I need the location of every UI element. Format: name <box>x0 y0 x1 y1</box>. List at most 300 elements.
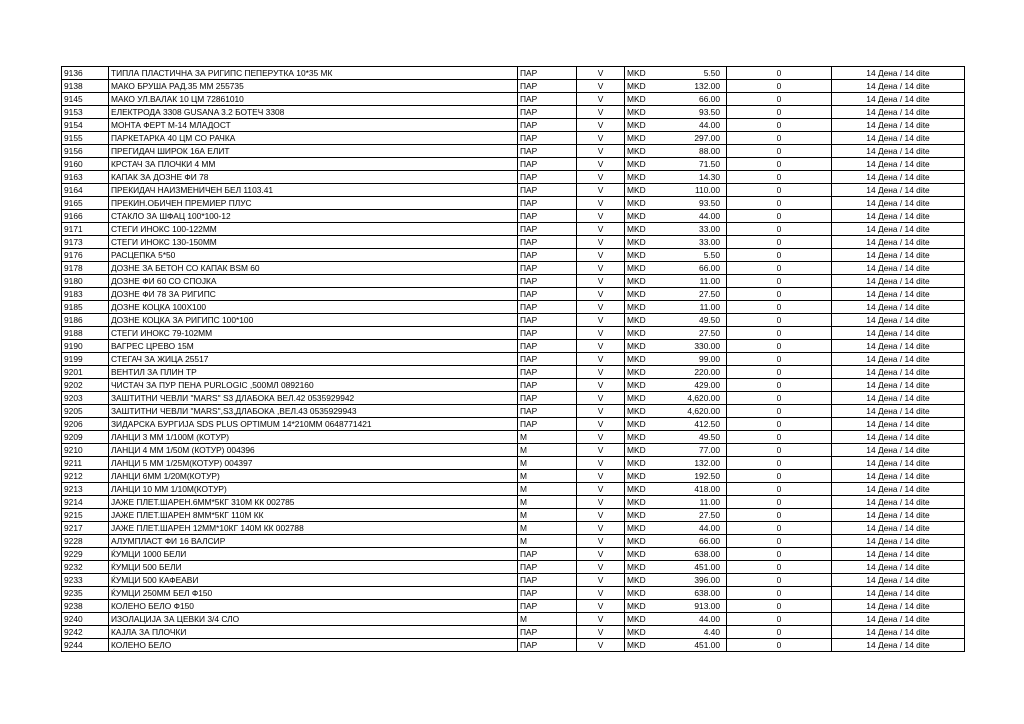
vat-flag-cell: V <box>577 80 625 93</box>
table-row <box>62 184 965 197</box>
vat-flag-cell: V <box>577 184 625 197</box>
delivery-term-cell: 14 Дена / 14 dite <box>832 561 965 574</box>
item-name-cell: ИЗОЛАЦИЈА ЗА ЦЕВКИ 3/4 СЛО <box>109 613 518 626</box>
item-code-cell: 9185 <box>62 301 109 314</box>
delivery-term-cell: 14 Дена / 14 dite <box>832 496 965 509</box>
price-value: 396.00 <box>694 575 720 585</box>
unit-cell: ПАР <box>518 249 577 262</box>
vat-flag-cell: V <box>577 223 625 236</box>
item-name-cell: ЛАНЦИ 5 ММ 1/25М(КОТУР) 004397 <box>109 457 518 470</box>
vat-flag-cell: V <box>577 431 625 444</box>
table-row <box>62 418 965 431</box>
unit-cell: М <box>518 444 577 457</box>
currency-label: MKD <box>627 211 646 221</box>
unit-cell: ПАР <box>518 366 577 379</box>
currency-label: MKD <box>627 471 646 481</box>
unit-cell: М <box>518 535 577 548</box>
table-row <box>62 288 965 301</box>
unit-cell: ПАР <box>518 353 577 366</box>
vat-flag-cell: V <box>577 613 625 626</box>
currency-label: MKD <box>627 302 646 312</box>
item-name-cell: ЌУМЦИ 1000 БЕЛИ <box>109 548 518 561</box>
delivery-term-cell: 14 Дена / 14 dite <box>832 483 965 496</box>
currency-price-cell <box>625 587 727 600</box>
currency-label: MKD <box>627 328 646 338</box>
table-row <box>62 639 965 652</box>
currency-price-cell <box>625 366 727 379</box>
currency-label: MKD <box>627 81 646 91</box>
item-name-cell: ЗАШТИТНИ ЧЕВЛИ "MARS" S3 ДЛАБОКА ВЕЛ.42 0535929942 <box>109 392 518 405</box>
item-name-cell: РАСЦЕПКА 5*50 <box>109 249 518 262</box>
table-row <box>62 80 965 93</box>
item-code-cell: 9213 <box>62 483 109 496</box>
unit-cell: ПАР <box>518 379 577 392</box>
quantity-cell: 0 <box>727 210 832 223</box>
currency-label: MKD <box>627 263 646 273</box>
price-value: 44.00 <box>699 523 720 533</box>
item-name-cell: ЕЛЕКТРОДА 3308 GUSANA 3.2 БОТЕЧ 3308 <box>109 106 518 119</box>
vat-flag-cell: V <box>577 340 625 353</box>
vat-flag-cell: V <box>577 210 625 223</box>
quantity-cell: 0 <box>727 522 832 535</box>
currency-label: MKD <box>627 536 646 546</box>
price-value: 11.00 <box>699 276 720 286</box>
item-code-cell: 9153 <box>62 106 109 119</box>
currency-label: MKD <box>627 198 646 208</box>
item-name-cell: КОЛЕНО БЕЛО <box>109 639 518 652</box>
quantity-cell: 0 <box>727 496 832 509</box>
vat-flag-cell: V <box>577 379 625 392</box>
item-name-cell: ПАРКЕТАРКА 40 ЦМ СО РАЧКА <box>109 132 518 145</box>
table-row <box>62 301 965 314</box>
delivery-term-cell: 14 Дена / 14 dite <box>832 184 965 197</box>
unit-cell: М <box>518 470 577 483</box>
item-code-cell: 9242 <box>62 626 109 639</box>
table-row <box>62 392 965 405</box>
price-value: 77.00 <box>699 445 720 455</box>
price-value: 451.00 <box>694 640 720 650</box>
delivery-term-cell: 14 Дена / 14 dite <box>832 145 965 158</box>
item-name-cell: АЛУМПЛАСТ ФИ 16 ВАЛСИР <box>109 535 518 548</box>
currency-price-cell <box>625 301 727 314</box>
item-name-cell: ЛАНЦИ 6ММ 1/20М(КОТУР) <box>109 470 518 483</box>
vat-flag-cell: V <box>577 67 625 80</box>
unit-cell: ПАР <box>518 327 577 340</box>
delivery-term-cell: 14 Дена / 14 dite <box>832 366 965 379</box>
unit-cell: ПАР <box>518 561 577 574</box>
currency-price-cell <box>625 158 727 171</box>
price-value: 4.40 <box>703 627 720 637</box>
table-row <box>62 119 965 132</box>
currency-label: MKD <box>627 276 646 286</box>
delivery-term-cell: 14 Дена / 14 dite <box>832 574 965 587</box>
delivery-term-cell: 14 Дена / 14 dite <box>832 340 965 353</box>
price-value: 429.00 <box>694 380 720 390</box>
quantity-cell: 0 <box>727 431 832 444</box>
currency-price-cell <box>625 522 727 535</box>
item-code-cell: 9205 <box>62 405 109 418</box>
table-row <box>62 145 965 158</box>
unit-cell: ПАР <box>518 80 577 93</box>
unit-cell: ПАР <box>518 158 577 171</box>
delivery-term-cell: 14 Дена / 14 dite <box>832 522 965 535</box>
vat-flag-cell: V <box>577 236 625 249</box>
unit-cell: ПАР <box>518 171 577 184</box>
quantity-cell: 0 <box>727 171 832 184</box>
table-row <box>62 470 965 483</box>
price-value: 66.00 <box>699 536 720 546</box>
table-row <box>62 366 965 379</box>
currency-price-cell <box>625 535 727 548</box>
item-code-cell: 9214 <box>62 496 109 509</box>
quantity-cell: 0 <box>727 405 832 418</box>
item-code-cell: 9136 <box>62 67 109 80</box>
delivery-term-cell: 14 Дена / 14 dite <box>832 236 965 249</box>
item-code-cell: 9199 <box>62 353 109 366</box>
currency-price-cell <box>625 340 727 353</box>
item-name-cell: ЈАЖЕ ПЛЕТ.ШАРЕН 8ММ*5КГ 110М КК <box>109 509 518 522</box>
unit-cell: ПАР <box>518 145 577 158</box>
item-name-cell: ЗАШТИТНИ ЧЕВЛИ "MARS",S3,ДЛАБОКА ,ВЕЛ.43 0535929943 <box>109 405 518 418</box>
vat-flag-cell: V <box>577 171 625 184</box>
vat-flag-cell: V <box>577 587 625 600</box>
item-name-cell: ПРЕКИДАЧ НАИЗМЕНИЧЕН БЕЛ 1103.41 <box>109 184 518 197</box>
price-value: 49.50 <box>699 315 720 325</box>
item-code-cell: 9212 <box>62 470 109 483</box>
currency-label: MKD <box>627 237 646 247</box>
delivery-term-cell: 14 Дена / 14 dite <box>832 210 965 223</box>
table-row <box>62 509 965 522</box>
price-value: 27.50 <box>699 510 720 520</box>
table-row <box>62 171 965 184</box>
delivery-term-cell: 14 Дена / 14 dite <box>832 431 965 444</box>
item-code-cell: 9178 <box>62 262 109 275</box>
item-name-cell: ЌУМЦИ 500 КАФЕАВИ <box>109 574 518 587</box>
delivery-term-cell: 14 Дена / 14 dite <box>832 444 965 457</box>
unit-cell: М <box>518 613 577 626</box>
quantity-cell: 0 <box>727 93 832 106</box>
item-name-cell: КОЛЕНО БЕЛО Ф150 <box>109 600 518 613</box>
table-row <box>62 262 965 275</box>
currency-label: MKD <box>627 458 646 468</box>
currency-price-cell <box>625 236 727 249</box>
item-code-cell: 9210 <box>62 444 109 457</box>
currency-price-cell <box>625 145 727 158</box>
vat-flag-cell: V <box>577 561 625 574</box>
vat-flag-cell: V <box>577 392 625 405</box>
unit-cell: ПАР <box>518 574 577 587</box>
item-code-cell: 9209 <box>62 431 109 444</box>
currency-label: MKD <box>627 549 646 559</box>
item-code-cell: 9244 <box>62 639 109 652</box>
table-row <box>62 613 965 626</box>
price-value: 110.00 <box>695 185 720 195</box>
currency-label: MKD <box>627 406 646 416</box>
item-code-cell: 9176 <box>62 249 109 262</box>
currency-price-cell <box>625 548 727 561</box>
currency-label: MKD <box>627 146 646 156</box>
quantity-cell: 0 <box>727 548 832 561</box>
delivery-term-cell: 14 Дена / 14 dite <box>832 314 965 327</box>
currency-label: MKD <box>627 185 646 195</box>
item-name-cell: ЧИСТАЧ ЗА ПУР ПЕНА PURLOGIC ,500МЛ 0892160 <box>109 379 518 392</box>
unit-cell: ПАР <box>518 340 577 353</box>
table-row <box>62 496 965 509</box>
item-name-cell: ЗИДАРСКА БУРГИЈА SDS PLUS OPTIMUM 14*210ММ 0648771421 <box>109 418 518 431</box>
price-value: 4,620.00 <box>687 406 720 416</box>
item-name-cell: КАЈЛА ЗА ПЛОЧКИ <box>109 626 518 639</box>
vat-flag-cell: V <box>577 275 625 288</box>
item-name-cell: ЛАНЦИ 10 ММ 1/10М(КОТУР) <box>109 483 518 496</box>
currency-price-cell <box>625 93 727 106</box>
item-code-cell: 9202 <box>62 379 109 392</box>
delivery-term-cell: 14 Дена / 14 dite <box>832 418 965 431</box>
price-value: 71.50 <box>699 159 720 169</box>
item-name-cell: СТЕГИ ИНОКС 79-102ММ <box>109 327 518 340</box>
table-body <box>62 67 965 652</box>
vat-flag-cell: V <box>577 366 625 379</box>
vat-flag-cell: V <box>577 119 625 132</box>
table-row <box>62 132 965 145</box>
currency-label: MKD <box>627 172 646 182</box>
currency-label: MKD <box>627 120 646 130</box>
quantity-cell: 0 <box>727 223 832 236</box>
price-value: 451.00 <box>694 562 720 572</box>
table-row <box>62 158 965 171</box>
price-value: 27.50 <box>699 328 720 338</box>
currency-price-cell <box>625 418 727 431</box>
price-value: 11.00 <box>699 302 720 312</box>
quantity-cell: 0 <box>727 327 832 340</box>
table-row <box>62 340 965 353</box>
currency-label: MKD <box>627 601 646 611</box>
quantity-cell: 0 <box>727 67 832 80</box>
table-row <box>62 405 965 418</box>
item-name-cell: ТИПЛА ПЛАСТИЧНА ЗА РИГИПС ПЕПЕРУТКА 10*35 МК <box>109 67 518 80</box>
item-name-cell: ЈАЖЕ ПЛЕТ.ШАРЕН.6ММ*5КГ 310М КК 002785 <box>109 496 518 509</box>
unit-cell: М <box>518 522 577 535</box>
quantity-cell: 0 <box>727 275 832 288</box>
item-name-cell: ЛАНЦИ 3 ММ 1/100М (КОТУР) <box>109 431 518 444</box>
delivery-term-cell: 14 Дена / 14 dite <box>832 288 965 301</box>
unit-cell: М <box>518 457 577 470</box>
delivery-term-cell: 14 Дена / 14 dite <box>832 353 965 366</box>
delivery-term-cell: 14 Дена / 14 dite <box>832 470 965 483</box>
currency-label: MKD <box>627 380 646 390</box>
currency-price-cell <box>625 483 727 496</box>
delivery-term-cell: 14 Дена / 14 dite <box>832 639 965 652</box>
table-row <box>62 561 965 574</box>
item-code-cell: 9211 <box>62 457 109 470</box>
vat-flag-cell: V <box>577 249 625 262</box>
vat-flag-cell: V <box>577 509 625 522</box>
item-name-cell: ВАГРЕС ЦРЕВО 15М <box>109 340 518 353</box>
currency-price-cell <box>625 197 727 210</box>
item-name-cell: СТАКЛО ЗА ШФАЦ 100*100-12 <box>109 210 518 223</box>
item-name-cell: МАКО УЛ.ВАЛАК 10 ЦМ 72861010 <box>109 93 518 106</box>
table-row <box>62 93 965 106</box>
item-name-cell: ЛАНЦИ 4 ММ 1/50М (КОТУР) 004396 <box>109 444 518 457</box>
quantity-cell: 0 <box>727 613 832 626</box>
price-value: 11.00 <box>699 497 720 507</box>
delivery-term-cell: 14 Дена / 14 dite <box>832 405 965 418</box>
vat-flag-cell: V <box>577 535 625 548</box>
vat-flag-cell: V <box>577 353 625 366</box>
delivery-term-cell: 14 Дена / 14 dite <box>832 262 965 275</box>
item-name-cell: ЌУМЦИ 250ММ БЕЛ Ф150 <box>109 587 518 600</box>
currency-price-cell <box>625 184 727 197</box>
quantity-cell: 0 <box>727 587 832 600</box>
quantity-cell: 0 <box>727 236 832 249</box>
vat-flag-cell: V <box>577 197 625 210</box>
table-row <box>62 67 965 80</box>
unit-cell: ПАР <box>518 236 577 249</box>
currency-label: MKD <box>627 94 646 104</box>
delivery-term-cell: 14 Дена / 14 dite <box>832 327 965 340</box>
table-row <box>62 249 965 262</box>
vat-flag-cell: V <box>577 548 625 561</box>
delivery-term-cell: 14 Дена / 14 dite <box>832 119 965 132</box>
quantity-cell: 0 <box>727 561 832 574</box>
table-row <box>62 587 965 600</box>
delivery-term-cell: 14 Дена / 14 dite <box>832 249 965 262</box>
table-row <box>62 210 965 223</box>
currency-price-cell <box>625 327 727 340</box>
delivery-term-cell: 14 Дена / 14 dite <box>832 600 965 613</box>
currency-price-cell <box>625 106 727 119</box>
item-code-cell: 9229 <box>62 548 109 561</box>
item-name-cell: ДОЗНЕ КОЦКА ЗА РИГИПС 100*100 <box>109 314 518 327</box>
vat-flag-cell: V <box>577 444 625 457</box>
item-name-cell: ДОЗНЕ ФИ 60 СО СПОЈКА <box>109 275 518 288</box>
unit-cell: ПАР <box>518 67 577 80</box>
quantity-cell: 0 <box>727 80 832 93</box>
currency-price-cell <box>625 457 727 470</box>
currency-label: MKD <box>627 367 646 377</box>
currency-price-cell <box>625 613 727 626</box>
currency-price-cell <box>625 275 727 288</box>
unit-cell: ПАР <box>518 132 577 145</box>
delivery-term-cell: 14 Дена / 14 dite <box>832 106 965 119</box>
vat-flag-cell: V <box>577 574 625 587</box>
vat-flag-cell: V <box>577 470 625 483</box>
unit-cell: ПАР <box>518 210 577 223</box>
table-row <box>62 444 965 457</box>
table-row <box>62 314 965 327</box>
quantity-cell: 0 <box>727 262 832 275</box>
currency-label: MKD <box>627 640 646 650</box>
item-code-cell: 9160 <box>62 158 109 171</box>
price-value: 66.00 <box>699 94 720 104</box>
item-name-cell: КРСТАЧ ЗА ПЛОЧКИ 4 ММ <box>109 158 518 171</box>
currency-label: MKD <box>627 315 646 325</box>
delivery-term-cell: 14 Дена / 14 dite <box>832 379 965 392</box>
currency-label: MKD <box>627 133 646 143</box>
price-value: 412.50 <box>694 419 720 429</box>
quantity-cell: 0 <box>727 639 832 652</box>
item-code-cell: 9171 <box>62 223 109 236</box>
quantity-cell: 0 <box>727 145 832 158</box>
price-value: 93.50 <box>699 198 720 208</box>
unit-cell: ПАР <box>518 392 577 405</box>
table-row <box>62 236 965 249</box>
quantity-cell: 0 <box>727 249 832 262</box>
item-name-cell: МАКО БРУША РАД.35 ММ 255735 <box>109 80 518 93</box>
delivery-term-cell: 14 Дена / 14 dite <box>832 67 965 80</box>
item-name-cell: ЌУМЦИ 500 БЕЛИ <box>109 561 518 574</box>
quantity-cell: 0 <box>727 340 832 353</box>
table-row <box>62 574 965 587</box>
price-value: 638.00 <box>694 549 720 559</box>
item-name-cell: СТЕГИ ИНОКС 100-122ММ <box>109 223 518 236</box>
item-code-cell: 9232 <box>62 561 109 574</box>
item-code-cell: 9238 <box>62 600 109 613</box>
quantity-cell: 0 <box>727 626 832 639</box>
delivery-term-cell: 14 Дена / 14 dite <box>832 457 965 470</box>
item-code-cell: 9166 <box>62 210 109 223</box>
item-code-cell: 9180 <box>62 275 109 288</box>
table-row <box>62 327 965 340</box>
item-code-cell: 9235 <box>62 587 109 600</box>
vat-flag-cell: V <box>577 626 625 639</box>
currency-label: MKD <box>627 575 646 585</box>
unit-cell: ПАР <box>518 288 577 301</box>
currency-price-cell <box>625 509 727 522</box>
vat-flag-cell: V <box>577 405 625 418</box>
currency-price-cell <box>625 379 727 392</box>
item-name-cell: ДОЗНЕ ФИ 78 ЗА РИГИПС <box>109 288 518 301</box>
quantity-cell: 0 <box>727 119 832 132</box>
unit-cell: ПАР <box>518 275 577 288</box>
price-value: 33.00 <box>699 224 720 234</box>
currency-price-cell <box>625 67 727 80</box>
currency-price-cell <box>625 80 727 93</box>
currency-label: MKD <box>627 393 646 403</box>
table-row <box>62 548 965 561</box>
quantity-cell: 0 <box>727 418 832 431</box>
currency-label: MKD <box>627 523 646 533</box>
table-row <box>62 353 965 366</box>
unit-cell: ПАР <box>518 314 577 327</box>
quantity-cell: 0 <box>727 366 832 379</box>
vat-flag-cell: V <box>577 600 625 613</box>
currency-label: MKD <box>627 627 646 637</box>
price-value: 4,620.00 <box>687 393 720 403</box>
quantity-cell: 0 <box>727 314 832 327</box>
table-row <box>62 483 965 496</box>
quantity-cell: 0 <box>727 158 832 171</box>
currency-price-cell <box>625 314 727 327</box>
price-value: 44.00 <box>699 211 720 221</box>
price-value: 132.00 <box>694 458 720 468</box>
delivery-term-cell: 14 Дена / 14 dite <box>832 535 965 548</box>
quantity-cell: 0 <box>727 197 832 210</box>
delivery-term-cell: 14 Дена / 14 dite <box>832 275 965 288</box>
currency-label: MKD <box>627 159 646 169</box>
item-code-cell: 9163 <box>62 171 109 184</box>
quantity-cell: 0 <box>727 483 832 496</box>
price-list-table <box>61 66 965 652</box>
item-code-cell: 9154 <box>62 119 109 132</box>
price-value: 132.00 <box>694 81 720 91</box>
unit-cell: ПАР <box>518 301 577 314</box>
currency-label: MKD <box>627 432 646 442</box>
quantity-cell: 0 <box>727 132 832 145</box>
currency-price-cell <box>625 262 727 275</box>
delivery-term-cell: 14 Дена / 14 dite <box>832 223 965 236</box>
item-code-cell: 9188 <box>62 327 109 340</box>
item-code-cell: 9215 <box>62 509 109 522</box>
